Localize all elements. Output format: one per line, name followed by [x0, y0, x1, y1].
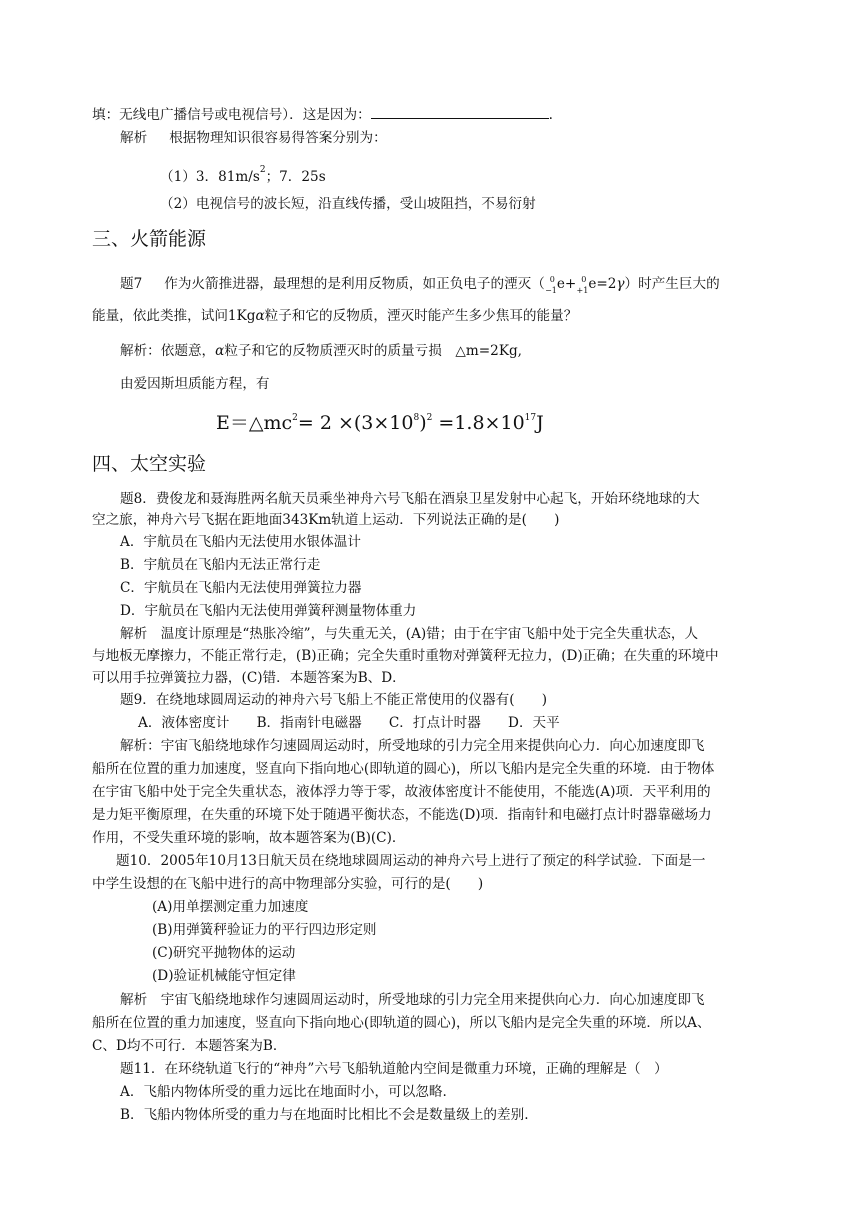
alpha-symbol: α: [255, 308, 265, 324]
q7-nuclide-1: [545, 275, 557, 295]
q8-option-b: B．宇航员在飞船内无法正常行走: [120, 557, 321, 573]
q9-line-1: 题9．在绕地球圆周运动的神舟六号飞船上不能正常使用的仪器有( ): [120, 692, 548, 708]
q10-option-c: (C)研究平抛物体的运动: [152, 945, 296, 961]
eq-sup-3: 2: [426, 413, 433, 423]
q10-option-b: (B)用弹簧秤验证力的平行四边形定则: [152, 922, 377, 938]
answer-blank: [371, 105, 549, 119]
q8-option-a: A．宇航员在飞船内无法使用水银体温计: [120, 534, 361, 550]
q10-option-d: (D)验证机械能守恒定律: [152, 968, 296, 984]
q7-nuclide-2-top: 0: [581, 274, 587, 284]
q7-line-2-b: 粒子和它的反物质，湮灭时能产生多少焦耳的能量？: [264, 308, 578, 324]
top-line-1-end: .: [548, 107, 553, 123]
q7-nuclide-1-bottom: −1: [545, 285, 557, 295]
q9-solution-4: 是力矩平衡原理，在失重的环境下处于随遇平衡状态，不能选(D)项．指南针和电磁打点计时器靠磁场力: [92, 807, 712, 823]
q10-line-1: 题10．2005年10月13日航天员在绕地球圆周运动的神舟六号上进行了预定的科学试验．下面是一: [116, 853, 706, 869]
q7-e2: e=2: [588, 276, 617, 292]
q7-solution-a: 解析：依题意，: [120, 343, 216, 359]
q7-line-1: [120, 274, 720, 295]
q10-solution-1: 解析 宇宙飞船绕地球作匀速圆周运动时，所受地球的引力完全用来提供向心力．向心加速度即飞: [120, 992, 705, 1008]
q8-option-d: D．宇航员在飞船内无法使用弹簧秤测量物体重力: [120, 603, 417, 619]
eq-part-e: J: [536, 412, 544, 434]
q9-solution-3: 在宇宙飞船中处于完全失重状态，液体浮力等于零，故液体密度计不能使用，不能选(A)项．天平利用的: [92, 784, 711, 800]
q7-nuclide-2: [576, 275, 588, 295]
q9-solution-2: 船所在位置的重力加速度，竖直向下指向地心(即轨道的圆心)，所以飞船内是完全失重的环境．由于物体: [92, 761, 715, 777]
q9-solution-1: 解析：宇宙飞船绕地球作匀速圆周运动时，所受地球的引力完全用来提供向心力．向心加速度即飞: [120, 738, 705, 754]
solution-text: 根据物理知识很容易得答案分别为：: [169, 130, 387, 146]
top-solution-line: [120, 128, 387, 148]
energy-equation: [216, 405, 544, 436]
q7-solution-b: 粒子和它的反物质湮灭时的质量亏损 △m=2Kg,: [224, 343, 522, 359]
answer-1-b: ；7．25s: [265, 169, 326, 185]
q7-text-end: ）时产生巨大的: [624, 276, 720, 292]
eq-part-b: = 2 ×(3×10: [297, 412, 414, 434]
q10-option-a: (A)用单摆测定重力加速度: [152, 899, 309, 915]
answer-1-a: （1）3．81m/s: [160, 169, 260, 185]
top-line-1-text: 填：无线电广播信号或电视信号）．这是因为：: [92, 107, 371, 123]
answer-1-sup: 2: [259, 165, 266, 175]
section-heading-space: 四、太空实验: [92, 453, 207, 475]
q9-solution-5: 作用，不受失重环境的影响，故本题答案为(B)(C)．: [92, 830, 406, 846]
q8-line-2: 空之旅，神舟六号飞据在距地面343Km轨道上运动．下列说法正确的是( ): [92, 512, 560, 528]
q8-option-c: C．宇航员在飞船内无法使用弹簧拉力器: [120, 580, 362, 596]
eq-sup-4: 17: [524, 413, 537, 423]
eq-part-c: ): [419, 412, 427, 434]
q7-solution-2: 由爱因斯坦质能方程，有: [120, 376, 270, 392]
eq-sup-2: 8: [413, 413, 420, 423]
q8-solution-3: 可以用手拉弹簧拉力器，(C)错．本题答案为B、D．: [92, 670, 406, 686]
top-line-1: [92, 105, 553, 125]
q10-solution-2: 船所在位置的重力加速度，竖直向下指向地心(即轨道的圆心)，所以飞船内是完全失重的环境．所以A、: [92, 1015, 711, 1031]
eq-sup-1: 2: [292, 413, 298, 423]
q11-line-1: 题11．在环绕轨道飞行的“神舟”六号飞船轨道舱内空间是微重力环境，正确的理解是（ ）: [120, 1061, 668, 1077]
q7-nuclide-2-bottom: +1: [576, 285, 589, 295]
q8-solution-1: 解析 温度计原理是“热胀冷缩”，与失重无关，(A)错；由于在宇宙飞船中处于完全失重状态，人: [120, 626, 699, 642]
q10-line-2: 中学生设想的在飞船中进行的高中物理部分实验，可行的是( ): [92, 876, 484, 892]
q7-nuclide-1-top: 0: [549, 274, 555, 284]
gamma-symbol: γ: [616, 276, 625, 292]
q11-option-a: A．飞船内物体所受的重力远比在地面时小，可以忽略.: [120, 1084, 447, 1100]
section-heading-rocket: 三、火箭能源: [92, 228, 207, 250]
q7-number: 题7: [120, 276, 143, 292]
answer-2: （2）电视信号的波长短，沿直线传播，受山坡阻挡，不易衍射: [160, 196, 536, 212]
q7-line-2: [92, 306, 577, 326]
q7-text: 作为火箭推进器，最理想的是利用反物质，如正负电子的湮灭（: [164, 276, 545, 292]
q10-solution-3: C、D均不可行．本题答案为B．: [92, 1038, 287, 1054]
q8-solution-2: 与地板无摩擦力，不能正常行走，(B)正确；完全失重时重物对弹簧秤无拉力，(D)正确；在失重的环境中: [92, 648, 719, 664]
q7-e1: e+: [556, 276, 577, 292]
answer-1: [160, 160, 326, 187]
solution-label: 解析: [120, 130, 148, 146]
q7-solution-1: [120, 341, 522, 361]
q9-options: A．液体密度计 B．指南针电磁器 C．打点计时器 D．天平: [138, 715, 560, 731]
q11-option-b: B．飞船内物体所受的重力与在地面时比相比不会是数量级上的差别.: [120, 1107, 529, 1123]
q8-line-1: 题8．费俊龙和聂海胜两名航天员乘坐神舟六号飞船在酒泉卫星发射中心起飞，开始环绕地球的大: [120, 491, 700, 507]
eq-part-d: =1.8×10: [438, 412, 525, 434]
alpha-symbol: α: [215, 343, 225, 359]
eq-part-a: E＝△mc: [216, 412, 293, 434]
q7-line-2-a: 能量，依此类推，试问1Kg: [92, 308, 256, 324]
